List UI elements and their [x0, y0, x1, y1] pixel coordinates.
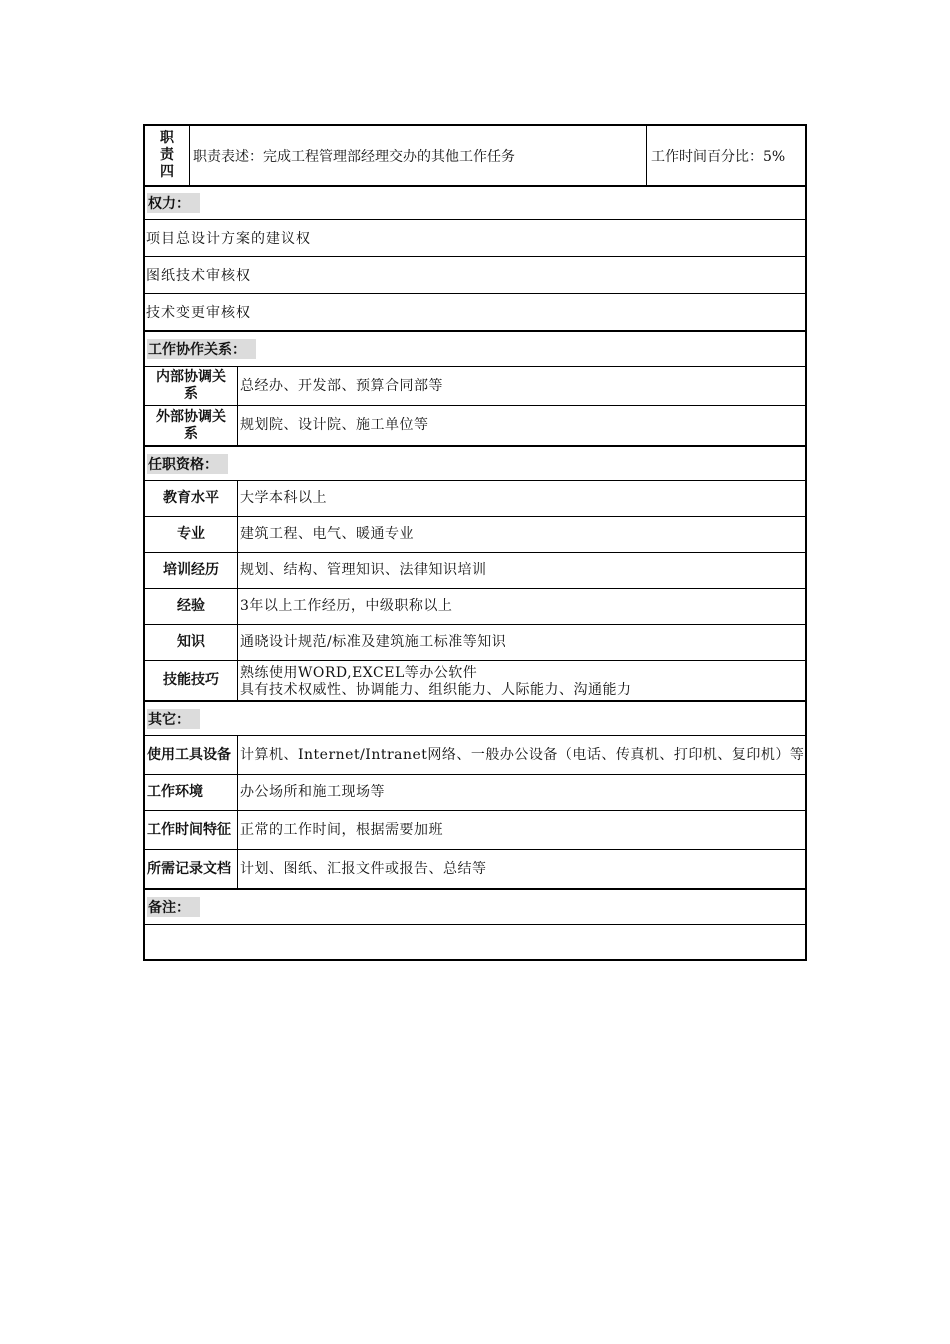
qualification-row: [145, 588, 805, 624]
authority-item-text: 图纸技术审核权: [146, 268, 251, 284]
other-label: 使用工具设备: [145, 736, 238, 774]
cooperation-heading-row: [145, 330, 805, 366]
authority-item: [145, 219, 805, 256]
authority-item-text: 项目总设计方案的建议权: [146, 231, 311, 247]
other-row: [145, 735, 805, 774]
duty-time-percent: 工作时间百分比：5%: [651, 148, 786, 165]
other-row: [145, 810, 805, 849]
qualification-row: [145, 552, 805, 588]
qualification-label: 教育水平: [145, 481, 238, 516]
qualification-value: 通晓设计规范/标准及建筑施工标准等知识: [240, 634, 507, 650]
other-label: 工作环境: [145, 775, 238, 810]
other-row: [145, 849, 805, 888]
qualification-row: [145, 660, 805, 700]
other-heading: 其它：: [145, 702, 200, 735]
qualification-label: 知识: [145, 625, 238, 660]
qualification-label: 技能技巧: [145, 661, 238, 700]
qualification-row: [145, 480, 805, 516]
remarks-row: [145, 924, 805, 959]
remarks-heading-row: [145, 888, 805, 924]
authority-item-text: 技术变更审核权: [146, 305, 251, 321]
authority-item: [145, 256, 805, 293]
authority-heading: 权力：: [145, 187, 200, 219]
cooperation-value: 规划院、设计院、施工单位等: [240, 417, 429, 433]
duty-description: 职责表述：完成工程管理部经理交办的其他工作任务: [189, 126, 647, 185]
duty-label: 职 责 四: [160, 130, 174, 180]
cooperation-heading: 工作协作关系：: [145, 332, 256, 366]
cooperation-row: [145, 405, 805, 445]
cooperation-label: 外部协调关 系: [145, 406, 238, 445]
qualification-label: 经验: [145, 589, 238, 624]
other-value: 正常的工作时间，根据需要加班: [240, 821, 443, 838]
other-value: 办公场所和施工现场等: [240, 784, 385, 800]
cooperation-value: 总经办、开发部、预算合同部等: [240, 377, 443, 394]
qualification-value: 建筑工程、电气、暖通专业: [240, 526, 414, 542]
other-value: 计划、图纸、汇报文件或报告、总结等: [240, 860, 487, 877]
qualification-row: [145, 516, 805, 552]
qualification-value: 3年以上工作经历，中级职称以上: [240, 598, 453, 614]
cooperation-label: 内部协调关 系: [145, 367, 238, 405]
qualification-value: 规划、结构、管理知识、法律知识培训: [240, 562, 487, 578]
qualification-value: 大学本科以上: [240, 490, 327, 506]
qualification-label: 培训经历: [145, 553, 238, 588]
other-heading-row: [145, 700, 805, 735]
job-description-table: [143, 124, 807, 961]
duty-row: [145, 126, 805, 185]
remarks-heading: 备注：: [145, 890, 200, 924]
qualification-label: 专业: [145, 517, 238, 552]
remarks-value: [145, 925, 146, 959]
qualifications-heading-row: [145, 445, 805, 480]
cooperation-row: [145, 366, 805, 405]
other-label: 工作时间特征: [145, 811, 238, 849]
qualification-row: [145, 624, 805, 660]
authority-heading-row: [145, 185, 805, 219]
qualifications-heading: 任职资格：: [145, 447, 228, 480]
other-row: [145, 774, 805, 810]
authority-item: [145, 293, 805, 330]
other-value: 计算机、Internet/Intranet网络、一般办公设备（电话、传真机、打印机、复印机）等: [240, 746, 805, 763]
other-label: 所需记录文档: [145, 850, 238, 888]
qualification-value: 熟练使用WORD,EXCEL等办公软件 具有技术权威性、协调能力、组织能力、人际能力、沟通能力: [240, 665, 632, 698]
